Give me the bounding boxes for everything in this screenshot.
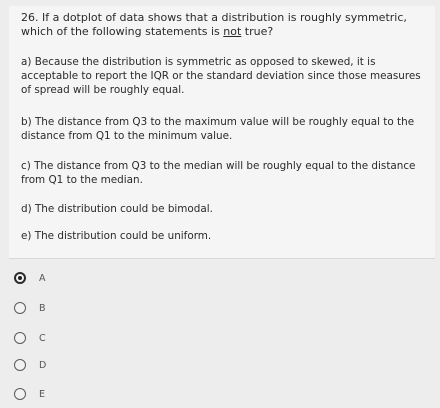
statement-a: a) Because the distribution is symmetric as opposed to skewed, it is acceptable to report the IQR or the standard deviation since those measures of spread will be roughly equal. [21, 56, 421, 96]
statement-d: d) The distribution could be bimodal. [21, 203, 213, 215]
statement-e: e) The distribution could be uniform. [21, 230, 212, 242]
radio-a[interactable] [14, 272, 26, 284]
question-text-end: true? [241, 25, 274, 38]
choice-a[interactable] [14, 270, 74, 286]
statement-b: b) The distance from Q3 to the maximum value will be roughly equal to the distance from Q1 to the minimum value. [21, 116, 415, 142]
choice-b-label: B [39, 302, 46, 314]
question-emphasis: not [223, 25, 242, 38]
choice-c[interactable] [14, 330, 74, 346]
choice-e[interactable] [14, 386, 74, 402]
statement-c: c) The distance from Q3 to the median will be roughly equal to the distance from Q1 to the median. [21, 160, 416, 186]
choice-d-label: D [39, 359, 47, 371]
choice-b[interactable] [14, 300, 74, 316]
choice-a-label: A [39, 272, 46, 284]
choice-c-label: C [39, 332, 46, 344]
radio-e[interactable] [14, 388, 26, 400]
question-text-start: 26. If a dotplot of data shows that a distribution is roughly symmetric, which of the following statements is [21, 11, 407, 38]
radio-c[interactable] [14, 332, 26, 344]
radio-b[interactable] [14, 302, 26, 314]
question-text [21, 11, 431, 39]
radio-d[interactable] [14, 359, 26, 371]
choice-e-label: E [39, 388, 46, 400]
choice-d[interactable] [14, 357, 74, 373]
